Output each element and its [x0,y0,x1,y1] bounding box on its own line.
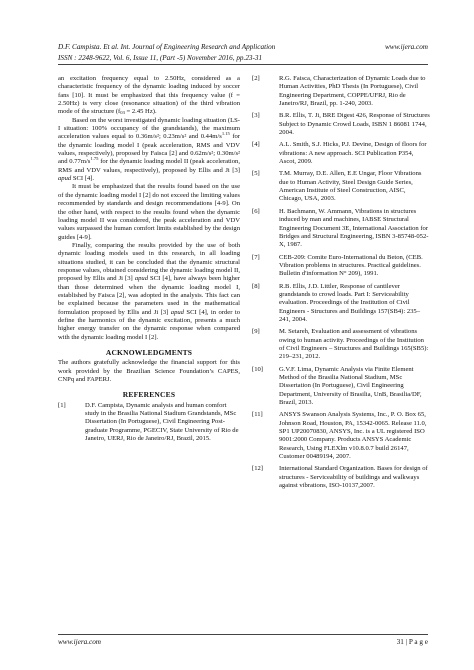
reference-number: [8] [252,282,260,290]
page-footer [58,638,428,646]
reference-number: [6] [252,207,260,215]
reference-number: [9] [252,328,260,336]
reference-number: [12] [252,465,263,473]
running-header [58,43,428,51]
paragraph-worst-loading: Based on the worst investigated dynamic loading situation (LS-I situation: 100% occupancy of the grandstands), the maximum acceleration values equal to 0.36m/s²; 0.23m/s² and $0.44m/s^{1.15}$ for the dynamic loading model I (peak acceleration, RMS and VDV values, respectively), proposed by Faisca [2] and 0.62m/s²; 0.30m/s² and $0.77m/s^{1.75}$ for the dynamic loading model II (peak acceleration, RMS and VDV values, respectively), proposed by Ellis and Ji [3] apud SCI [4]. [58,116,241,183]
footer-website[interactable]: www.ijera.com [58,638,101,646]
paragraph-excitation-frequency: an excitation frequency equal to 2.50Hz, considered as a characteristic frequency of the dynamic loading induced by soccer fans [10]. It must be emphasized that this frequency value (f = 2.50Hz) is very close (resonance situation) of the third vibration mode of the structure ($f_{03} = 2.45$ Hz). [58,75,240,116]
reference-text: D.F. Campista, Dynamic analysis and human comfort study in the Brasilia National Stadium Grandstands, MSc Dissertation (In Portuguese), Civil Engineering Post-graduate Programme, PGECIV, State University of Rio de Janeiro, UERJ, Rio de Janeiro/RJ, Brazil, 2015. [85,401,239,443]
header-divider [58,64,428,65]
right-column [252,75,430,494]
reference-text: CEB-209: Comite Euro-International du Beton, (CEB. Vibration problems in structures. Practical guidelines. Bulletin d'information N° 209), 1991. [279,253,423,278]
reference-number: [7] [252,253,260,261]
reference-text: International Standard Organization. Bases for design of structures - Serviceability of buildings and walkways against vibrations, ISO-10137,2007. [279,465,428,490]
reference-text: A.L. Smith, S.J. Hicks, P.J. Devine, Design of floors for vibrations: A new approach. SCI Publication P354, Ascot, 2009. [279,141,427,166]
reference-number: [1] [58,401,66,409]
header-issn-line: ISSN : 2248-9622, Vol. 6, Issue 11, (Part -5) November 2016, pp.23-31 [58,54,263,62]
reference-item [58,402,240,444]
reference-number: [5] [252,170,260,178]
reference-item [252,465,430,490]
reference-item [252,411,430,461]
reference-text: R.G. Faisca, Characterization of Dynamic Loads due to Human Activities, PhD Thesis (In Portuguese), Civil Engineering Department, COPPE/UFRJ, Rio de Janeiro/RJ, Brazil, pp. 1-240, 2003. [279,75,426,108]
reference-text: M. Setareh, Evaluation and assessment of vibrations owing to human activity. Proceedings of the Institution of Civil Engineers – Structures and Buildings 165(SB5): 219–231, 2012. [279,328,429,361]
reference-text: ANSYS Swanson Analysis Systems, Inc., P. O. Box 65, Johnson Road, Houston, PA, 15342-0065. Release 11.0, SP1 UP20070830, ANSYS, Inc. is a UL registered ISO 9001:2000 Company. Products ANSYS Academic Research, Using FLEXlm v10.8.0.7 build 26147, Customer 00489194, 2007. [279,411,427,461]
footer-divider [58,634,428,635]
reference-text: B.R. Ellis, T. Ji, BRE Digest 426, Response of Structures Subject to Dynamic Crowd Loads, ISBN 1 86081 1744, 2004. [279,112,430,137]
reference-text: H. Bachmann, W. Ammann, Vibrations in structures induced by man and machines, IABSE Structural Engineering Document 3E, International Association for Bridges and Structural Engineering, ISBN 3-85748-052-X, 1987. [279,207,429,249]
page-number: 31 | P a g e [396,638,428,646]
reference-number: [11] [252,411,263,419]
reference-text: R.B. Ellis, J.D. Littler, Response of cantilever grandstands to crowd loads. Part I: Serviceability evaluation. Proceedings of the Institution of Civil Engineers - Structures and Buildings 157(SB4): 235–241, 2004. [279,282,421,323]
acknowledgments-heading: ACKNOWLEDGMENTS [105,348,193,357]
header-citation: D.F. Campista. Et al. Int. Journal of Engineering Research and Application [58,43,276,51]
reference-item [252,112,430,137]
paragraph-conclusion: Finally, comparing the results provided by the use of both dynamic loading models used in this research, in all loading situations studied, it can be concluded that the dynamic structural response values, obtained considering the dynamic loading model II, proposed by Ellis and Ji [3] apud SCI [4], have always been higher than those determined when the dynamic loading model I, established by Faisca [2], was adopted in the analysis. This fact can be explained because the parameters used in the mathematical formulation proposed by Ellis and Ji [3] apud SCI [4], in order to define the harmonics of the dynamic excitation, presents a much higher energy transfer on the dynamic response when compared with the dynamic loading model I [2]. [58,241,240,341]
acknowledgments-text: The authors gratefully acknowledge the financial support for this work provided by the Brazilian Science Foundation’s CAPES, CNPq and FAPERJ. [58,359,240,384]
paragraph-results-comparison: It must be emphasized that the results found based on the use of the dynamic loading model I [2] do not exceed the limiting values recommended by standards and design recommendations [4-9]. On the other hand, with respect to the results found when the dynamic loading model II was considered, the peak acceleration and VDV values surpassed the human comfort limits established by the design guides [4-9]. [58,183,240,241]
reference-number: [2] [252,75,260,82]
left-column [58,75,240,447]
references-heading: REFERENCES [122,390,176,400]
reference-item [252,366,430,408]
header-website[interactable]: www.ijera.com [385,43,428,51]
reference-number: [4] [252,141,260,149]
reference-text: T.M. Murray, D.E. Allen, E.E Ungar, Floor Vibrations due to Human Activity, Steel Design Guide Series, American Institute of Steel Construction, AISC, Chicago, USA, 2003. [279,170,422,203]
reference-number: [10] [252,365,263,373]
reference-item [252,328,430,361]
reference-item [252,170,430,203]
reference-item [252,208,430,250]
reference-item [252,75,430,108]
reference-item [252,141,430,166]
reference-number: [3] [252,112,260,120]
reference-text: G.V.F. Lima, Dynamic Analysis via Finite Element Method of the Brasilia National Stadium, MSc Dissertation (In Portuguese), Civil Engineering Department, University of Brasilia, UnB, Brasilia/DF, Brazil, 2013. [279,365,422,407]
reference-item [252,283,430,325]
reference-item [252,254,430,279]
